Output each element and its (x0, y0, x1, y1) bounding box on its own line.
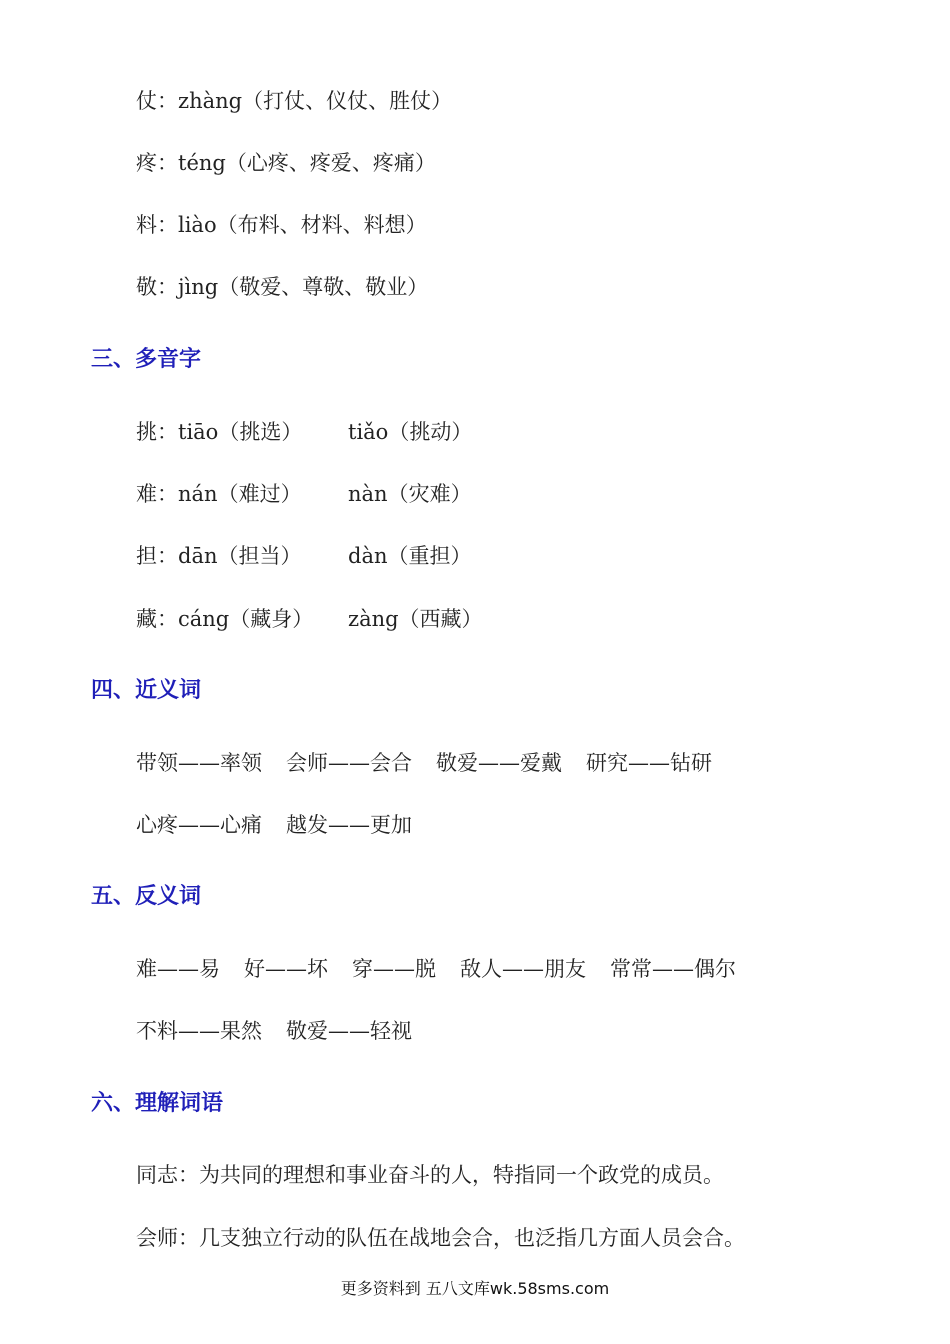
reading-1: cáng（藏身） (178, 607, 314, 631)
reading-2: nàn（灾难） (348, 482, 472, 506)
antonym-pair: 常常——偶尔 (610, 957, 736, 981)
definition-huishi: 会师：几支独立行动的队伍在战地会合，也泛指几方面人员会合。 (136, 1226, 745, 1250)
antonym-pair: 好——坏 (244, 957, 328, 981)
synonym-pair: 敬爱——爱戴 (436, 751, 562, 775)
reading-2: dàn（重担） (348, 544, 472, 568)
polyphone-line-tiao: 挑：tiāo（挑选） tiǎo（挑动） (136, 417, 302, 447)
definition-tongzhi: 同志：为共同的理想和事业奋斗的人，特指同一个政党的成员。 (136, 1163, 724, 1187)
section-heading-word-meanings: 六、理解词语 (91, 1091, 224, 1116)
antonym-pair: 敌人——朋友 (460, 957, 586, 981)
reading: liào（布料、材料、料想） (178, 213, 427, 237)
footer-source-text: 更多资料到 五八文库wk.58sms.com (340, 1279, 610, 1298)
char: 藏 (136, 607, 157, 631)
section-heading-synonyms: 四、近义词 (91, 678, 202, 703)
reading-1: dān（担当） (178, 544, 302, 568)
char: 担 (136, 544, 157, 568)
char: 料 (136, 213, 157, 237)
synonym-pair: 带领——率领 (136, 751, 262, 775)
synonym-pair: 越发——更加 (286, 813, 412, 837)
reading-line-zhang: 仗：zhàng（打仗、仪仗、胜仗） (136, 89, 453, 113)
reading: téng（心疼、疼爱、疼痛） (178, 151, 436, 175)
section-heading-antonyms: 五、反义词 (91, 884, 202, 909)
polyphone-line-cang: 藏：cáng（藏身） zàng（西藏） (136, 604, 313, 634)
reading-2: tiǎo（挑动） (348, 420, 473, 444)
synonym-pair: 研究——钻研 (586, 751, 712, 775)
reading: zhàng（打仗、仪仗、胜仗） (178, 89, 453, 113)
reading-2: zàng（西藏） (348, 607, 483, 631)
reading-1: nán（难过） (178, 482, 302, 506)
synonym-pair: 心疼——心痛 (136, 813, 262, 837)
antonym-pair: 不料——果然 (136, 1019, 262, 1043)
synonym-line-1 (136, 748, 712, 778)
polyphone-line-dan: 担：dān（担当） dàn（重担） (136, 541, 302, 571)
antonym-line-2 (136, 1016, 412, 1046)
section-heading-polyphones: 三、多音字 (91, 347, 202, 372)
reading-1: tiāo（挑选） (178, 420, 303, 444)
antonym-pair: 难——易 (136, 957, 220, 981)
synonym-line-2 (136, 810, 412, 840)
char: 敬 (136, 275, 157, 299)
reading: jìng（敬爱、尊敬、敬业） (178, 275, 429, 299)
synonym-pair: 会师——会合 (286, 751, 412, 775)
antonym-pair: 敬爱——轻视 (286, 1019, 412, 1043)
antonym-pair: 穿——脱 (352, 957, 436, 981)
char: 疼 (136, 151, 157, 175)
char: 挑 (136, 420, 157, 444)
antonym-line-1 (136, 954, 736, 984)
char: 仗 (136, 89, 157, 113)
reading-line-jing: 敬：jìng（敬爱、尊敬、敬业） (136, 275, 429, 299)
reading-line-liao: 料：liào（布料、材料、料想） (136, 213, 427, 237)
char: 难 (136, 482, 157, 506)
polyphone-line-nan: 难：nán（难过） nàn（灾难） (136, 479, 302, 509)
reading-line-teng: 疼：téng（心疼、疼爱、疼痛） (136, 151, 436, 175)
